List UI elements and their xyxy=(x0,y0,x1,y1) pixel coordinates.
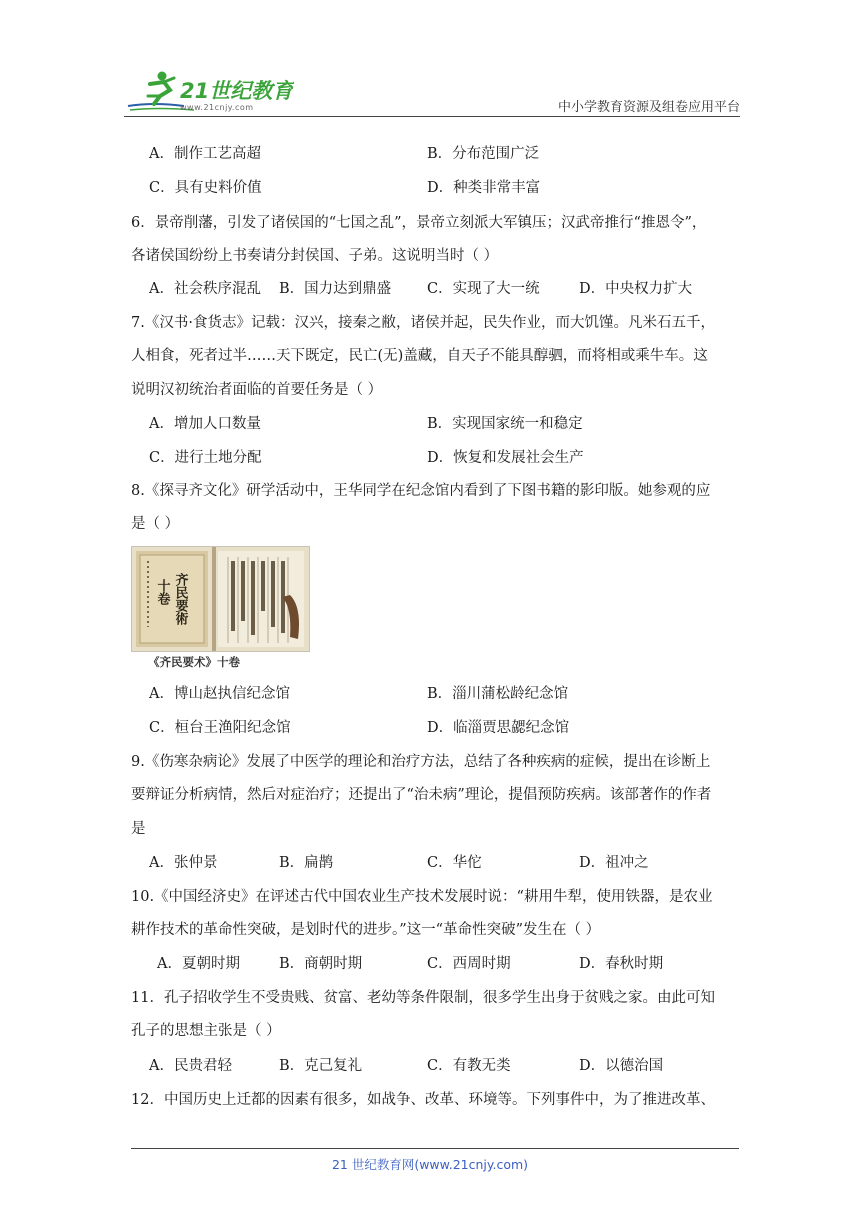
q6-stem-line-2: 各诸侯国纷纷上书奏请分封侯国、子弟。这说明当时（ ） xyxy=(131,248,499,264)
q9-option-c[interactable]: C．华佗 xyxy=(427,855,482,871)
q7-stem-line-2: 人相食，死者过半……天下既定，民亡(无)盖藏，自天子不能具醇驷，而将相或乘牛车。这 xyxy=(131,348,708,364)
q9-option-d[interactable]: D．祖冲之 xyxy=(579,855,649,871)
header-divider xyxy=(124,116,740,117)
q11-option-d[interactable]: D．以德治国 xyxy=(579,1058,664,1074)
qimin-yaoshu-figure xyxy=(131,546,310,652)
q12-stem-line-1: 12．中国历史上迁都的因素有很多，如战争、改革、环境等。下列事件中，为了推进改革、 xyxy=(131,1092,715,1108)
footer-text[interactable]: 21 世纪教育网(www.21cnjy.com) xyxy=(331,1157,529,1172)
q8-option-a[interactable]: A．博山赵执信纪念馆 xyxy=(149,686,290,702)
q7-option-b[interactable]: B．实现国家统一和稳定 xyxy=(427,416,583,432)
logo-text: 21世纪教育 xyxy=(180,79,294,103)
q5-option-c[interactable]: C．具有史料价值 xyxy=(149,180,262,196)
q5-option-a[interactable]: A．制作工艺高超 xyxy=(149,146,261,162)
q8-stem-line-1: 8.《探寻齐文化》研学活动中，王华同学在纪念馆内看到了下图书籍的影印版。她参观的应 xyxy=(131,483,711,499)
q7-stem-line-1: 7.《汉书·食货志》记载：汉兴，接秦之敝，诸侯并起，民失作业，而大饥馑。凡米石五千， xyxy=(131,315,715,331)
q6-option-c[interactable]: C．实现了大一统 xyxy=(427,281,540,297)
q10-option-d[interactable]: D．春秋时期 xyxy=(579,956,664,972)
q6-option-b[interactable]: B．国力达到鼎盛 xyxy=(279,281,392,297)
logo-url: www.21cnjy.com xyxy=(180,103,254,112)
q10-option-a[interactable]: A．夏朝时期 xyxy=(157,956,240,972)
platform-name: 中小学教育资源及组卷应用平台 xyxy=(557,100,740,115)
q6-option-a[interactable]: A．社会秩序混乱 xyxy=(149,281,261,297)
q8-option-c[interactable]: C．桓台王渔阳纪念馆 xyxy=(149,720,291,736)
q8-stem-line-2: 是（ ） xyxy=(131,516,180,532)
q7-option-c[interactable]: C．进行土地分配 xyxy=(149,450,262,466)
q9-stem-line-3: 是 xyxy=(131,821,146,837)
q8-option-b[interactable]: B．淄川蒲松龄纪念馆 xyxy=(427,686,569,702)
q6-option-d[interactable]: D．中央权力扩大 xyxy=(579,281,693,297)
footer-divider xyxy=(131,1148,739,1149)
q10-stem-line-2: 耕作技术的革命性突破，是划时代的进步。”这一“革命性突破”发生在（ ） xyxy=(131,922,601,938)
figure-caption: 《齐民要术》十卷 xyxy=(148,655,240,669)
book-volume-text: 十卷 xyxy=(154,579,170,605)
q7-option-d[interactable]: D．恢复和发展社会生产 xyxy=(427,450,584,466)
q9-option-b[interactable]: B．扁鹊 xyxy=(279,855,334,871)
q11-option-c[interactable]: C．有教无类 xyxy=(427,1058,511,1074)
q9-stem-line-2: 要辩证分析病情，然后对症治疗；还提出了“治未病”理论，提倡预防疾病。该部著作的作者 xyxy=(131,787,712,803)
q6-stem-line-1: 6．景帝削藩，引发了诸侯国的“七国之乱”，景帝立刻派大军镇压；汉武帝推行“推恩令”， xyxy=(131,215,707,231)
q8-option-d[interactable]: D．临淄贾思勰纪念馆 xyxy=(427,720,570,736)
q11-stem-line-2: 孔子的思想主张是（ ） xyxy=(131,1023,281,1039)
q11-option-a[interactable]: A．民贵君轻 xyxy=(149,1058,232,1074)
q11-stem-line-1: 11．孔子招收学生不受贵贱、贫富、老幼等条件限制，很多学生出身于贫贱之家。由此可知 xyxy=(131,990,715,1006)
q9-stem-line-1: 9.《伤寒杂病论》发展了中医学的理论和治疗方法，总结了各种疾病的症候，提出在诊断上 xyxy=(131,754,711,770)
q5-option-d[interactable]: D．种类非常丰富 xyxy=(427,180,541,196)
q11-option-b[interactable]: B．克己复礼 xyxy=(279,1058,363,1074)
page-header xyxy=(124,66,740,118)
q5-option-b[interactable]: B．分布范围广泛 xyxy=(427,146,540,162)
book-title-text: 齐民要術 xyxy=(172,573,188,625)
q10-option-c[interactable]: C．西周时期 xyxy=(427,956,511,972)
q10-option-b[interactable]: B．商朝时期 xyxy=(279,956,363,972)
q10-stem-line-1: 10.《中国经济史》在评述古代中国农业生产技术发展时说：“耕用牛犁，使用铁器，是农业 xyxy=(131,889,713,905)
q7-option-a[interactable]: A．增加人口数量 xyxy=(149,416,261,432)
q9-option-a[interactable]: A．张仲景 xyxy=(149,855,218,871)
q7-stem-line-3: 说明汉初统治者面临的首要任务是（ ） xyxy=(131,382,383,398)
book-photo xyxy=(132,547,309,651)
